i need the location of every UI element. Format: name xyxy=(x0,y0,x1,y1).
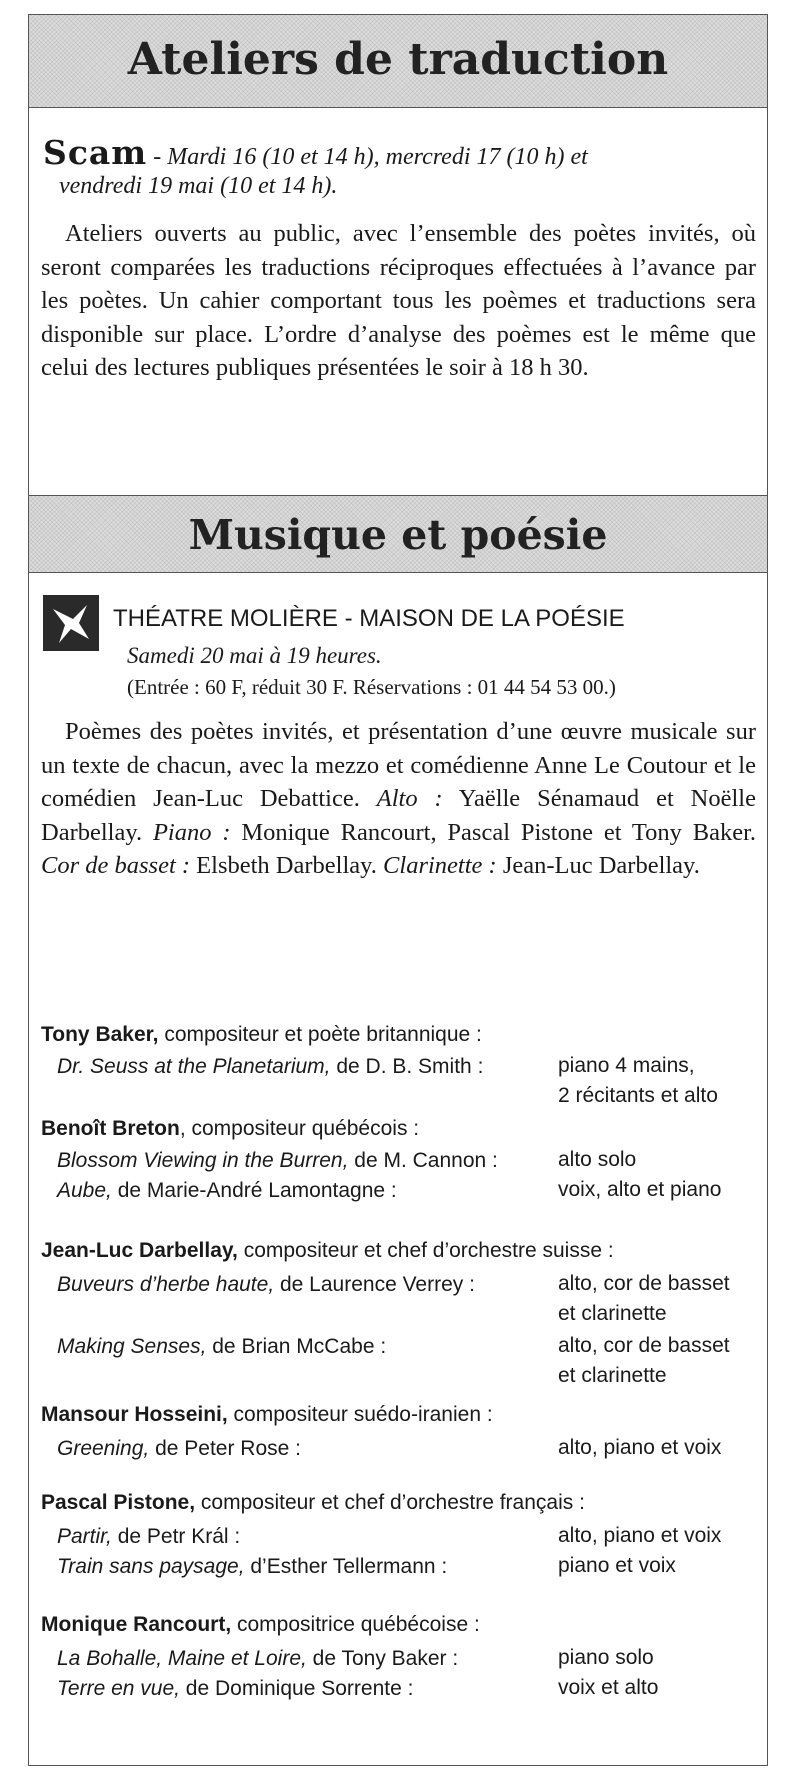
work-title: La Bohalle, Maine et Loire, xyxy=(57,1647,307,1670)
work-entry xyxy=(57,1437,301,1461)
clarinet-player: Jean-Luc Darbellay. xyxy=(496,852,700,879)
composer-entry xyxy=(41,1117,419,1141)
inst-line: 2 récitants et alto xyxy=(558,1084,718,1107)
work-instrumentation xyxy=(558,1051,718,1111)
work-instrumentation xyxy=(558,1175,721,1205)
inst-line: alto solo xyxy=(558,1148,637,1171)
composer-desc: compositeur et poète britannique : xyxy=(158,1023,482,1046)
inst-line: alto, piano et voix xyxy=(558,1436,722,1459)
composer-name: Mansour Hosseini, xyxy=(41,1403,228,1426)
work-entry xyxy=(57,1525,240,1549)
work-title: Making Senses, xyxy=(57,1335,207,1358)
work-entry xyxy=(57,1555,447,1579)
work-entry xyxy=(57,1677,413,1701)
musique-description xyxy=(41,715,756,883)
inst-line: alto, piano et voix xyxy=(558,1524,722,1547)
composer-entry xyxy=(41,1491,585,1515)
work-title: Partir, xyxy=(57,1525,112,1548)
composer-name: Benoît Breton xyxy=(41,1117,180,1140)
composer-name: Pascal Pistone, xyxy=(41,1491,196,1514)
inst-line: piano solo xyxy=(558,1646,654,1669)
work-entry xyxy=(57,1179,397,1203)
work-title: Blossom Viewing in the Burren, xyxy=(57,1149,349,1172)
cor-label: Cor de basset : xyxy=(41,852,191,879)
scam-dates-2: vendredi 19 mai (10 et 14 h). xyxy=(59,173,338,199)
scam-dates-line xyxy=(43,133,588,172)
concert-date: Samedi 20 mai à 19 heures. xyxy=(127,643,382,668)
work-instrumentation xyxy=(558,1551,676,1581)
work-entry xyxy=(57,1273,475,1297)
inst-line: voix et alto xyxy=(558,1676,659,1699)
work-title: Aube, xyxy=(57,1179,112,1202)
scam-dates-1: - Mardi 16 (10 et 14 h), mercredi 17 (10 h) et xyxy=(147,144,588,170)
work-title: Terre en vue, xyxy=(57,1677,180,1700)
work-instrumentation xyxy=(558,1269,730,1329)
scam-label: Scam xyxy=(43,133,148,172)
work-entry xyxy=(57,1335,386,1359)
work-title: Dr. Seuss at the Planetarium, xyxy=(57,1055,331,1078)
work-author: de Petr Král : xyxy=(111,1525,241,1548)
work-author: de Brian McCabe : xyxy=(206,1335,387,1358)
inst-line: et clarinette xyxy=(558,1364,667,1387)
work-entry xyxy=(57,1149,498,1173)
venue-name: THÉATRE MOLIÈRE - MAISON DE LA POÉSIE xyxy=(113,605,625,632)
composer-desc: compositeur et chef d’orchestre français : xyxy=(195,1491,585,1514)
work-title: Train sans paysage, xyxy=(57,1555,245,1578)
inst-line: voix, alto et piano xyxy=(558,1178,722,1201)
inst-line: et clarinette xyxy=(558,1302,667,1325)
composer-entry xyxy=(41,1023,482,1047)
work-author: de M. Cannon : xyxy=(348,1149,498,1172)
composer-name: Tony Baker, xyxy=(41,1023,159,1046)
work-author: de Marie-André Lamontagne : xyxy=(111,1179,397,1202)
piano-players: Monique Rancourt, Pascal Pistone et Tony Baker. xyxy=(230,818,757,846)
work-title: Buveurs d’herbe haute, xyxy=(57,1273,275,1296)
work-instrumentation xyxy=(558,1145,636,1175)
program-frame xyxy=(28,14,768,1766)
composer-name: Jean-Luc Darbellay, xyxy=(41,1239,238,1262)
inst-line: alto, cor de basset xyxy=(558,1334,730,1357)
work-author: de Peter Rose : xyxy=(149,1437,301,1460)
alto-label: Alto : xyxy=(376,785,443,812)
desc-intro: Poèmes des poètes invités, et présentation d’une œuvre musicale sur un texte de chacun, avec la mezzo et comédienne Anne Le Coutour et le comédien Jean-Luc Debattice. xyxy=(41,718,756,812)
ticket-info: (Entrée : 60 F, réduit 30 F. Réservations : 01 44 54 53 00.) xyxy=(127,675,616,699)
work-instrumentation xyxy=(558,1673,658,1703)
work-instrumentation xyxy=(558,1521,721,1551)
inst-line: piano 4 mains, xyxy=(558,1054,695,1077)
work-instrumentation xyxy=(558,1331,730,1391)
ateliers-description: Ateliers ouverts au public, avec l’ensemble des poètes invités, où seront comparées les traductions réciproques effectuées à l’avance par les poètes. Un cahier comportant tous les poèmes et traductions sera disponible sur place. L’ordre d’analyse des poèmes est le même que celui des lectures publiques présentées le soir à 18 h 30. xyxy=(41,220,756,381)
composer-name: Monique Rancourt, xyxy=(41,1613,232,1636)
clarinet-label: Clarinette : xyxy=(383,852,497,879)
work-author: de Dominique Sorrente : xyxy=(179,1677,414,1700)
composer-desc: compositeur et chef d’orchestre suisse : xyxy=(237,1239,614,1262)
work-author: d’Esther Tellermann : xyxy=(244,1555,448,1578)
work-title: Greening, xyxy=(57,1437,150,1460)
section-title-ateliers: Ateliers de traduction xyxy=(29,15,767,108)
work-entry xyxy=(57,1055,483,1079)
composer-entry xyxy=(41,1403,493,1427)
composer-desc: compositeur suédo-iranien : xyxy=(227,1403,493,1426)
maison-poesie-logo-icon xyxy=(43,595,99,651)
composer-entry xyxy=(41,1239,614,1263)
work-author: de D. B. Smith : xyxy=(330,1055,484,1078)
piano-label: Piano : xyxy=(152,818,231,846)
inst-line: alto, cor de basset xyxy=(558,1272,730,1295)
cor-player: Elsbeth Darbellay. xyxy=(190,852,384,879)
work-author: de Tony Baker : xyxy=(306,1647,459,1670)
composer-desc: compositrice québécoise : xyxy=(231,1613,480,1636)
work-instrumentation xyxy=(558,1643,654,1673)
work-instrumentation xyxy=(558,1433,721,1463)
composer-desc: , compositeur québécois : xyxy=(179,1117,420,1140)
work-entry xyxy=(57,1647,458,1671)
alto-players: Yaëlle Sénamaud et Noëlle Darbellay. xyxy=(41,785,756,846)
work-author: de Laurence Verrey : xyxy=(274,1273,475,1296)
inst-line: piano et voix xyxy=(558,1554,676,1577)
composer-entry xyxy=(41,1613,480,1637)
section-title-musique: Musique et poésie xyxy=(29,495,767,573)
